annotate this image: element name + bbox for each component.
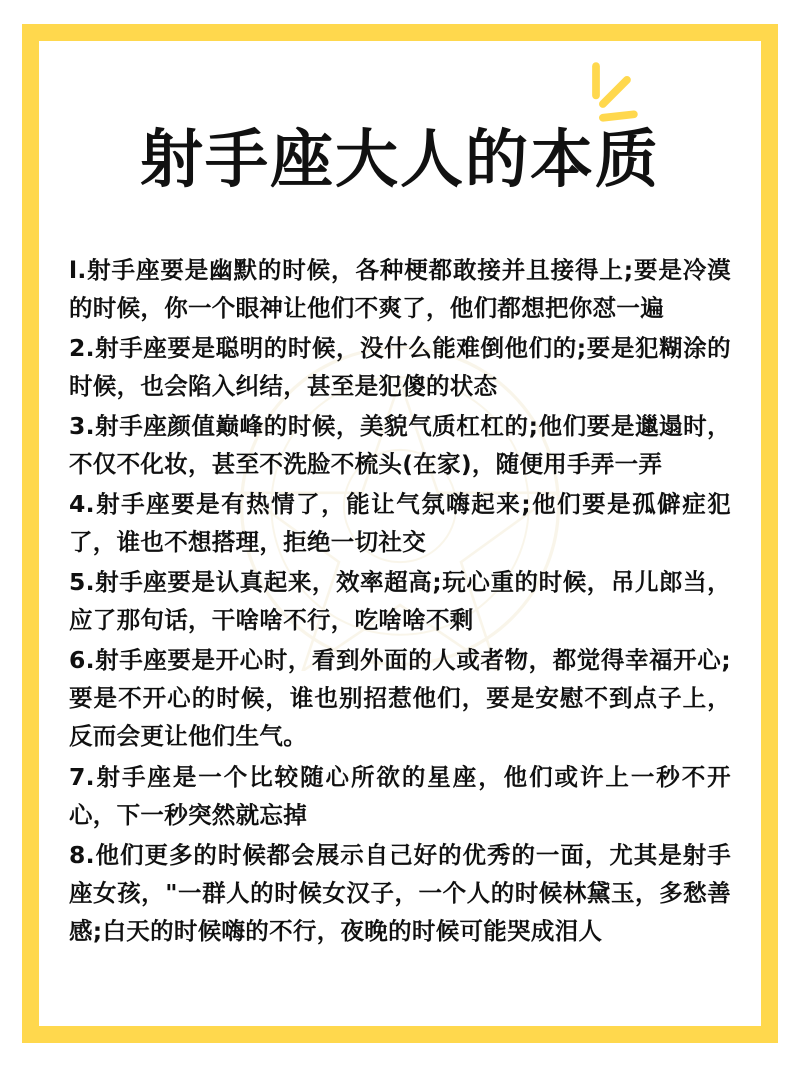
list-item: 8.他们更多的时候都会展示自己好的优秀的一面，尤其是射手座女孩，"一群人的时候女汉子，一个人的时候林黛玉，多愁善感;白天的时候嗨的不行，夜晚的时候可能哭成泪人	[69, 840, 731, 945]
list-item: 3.射手座颜值巅峰的时候，美貌气质杠杠的;他们要是邋遢时，不仅不化妆，甚至不洗脸不梳头(在家)，随便用手弄一弄	[69, 411, 731, 479]
title-block	[69, 83, 731, 237]
list-item: l.射手座要是幽默的时候，各种梗都敢接并且接得上;要是冷漠的时候，你一个眼神让他们不爽了，他们都想把你怼一遍	[69, 255, 731, 322]
list-item: 6.射手座要是开心时，看到外面的人或者物，都觉得幸福开心;要是不开心的时候，谁也别招惹他们，要是安慰不到点子上，反而会更让他们生气。	[69, 646, 731, 751]
poster-text-body	[69, 251, 731, 950]
page-title: 射手座大人的本质	[140, 123, 660, 197]
list-item: 4.射手座要是有热情了，能让气氛嗨起来;他们要是孤僻症犯了，谁也不想搭理，拒绝一切社交	[69, 490, 731, 557]
list-item: 2.射手座要是聪明的时候，没什么能难倒他们的;要是犯糊涂的时候，也会陷入纠结，甚至是犯傻的状态	[69, 333, 731, 400]
poster-content	[39, 41, 761, 1026]
list-item: 7.射手座是一个比较随心所欲的星座，他们或许上一秒不开心，下一秒突然就忘掉	[69, 762, 731, 829]
poster-frame	[22, 24, 778, 1043]
list-item: 5.射手座要是认真起来，效率超高;玩心重的时候，吊儿郎当，应了那句话，干啥啥不行，吃啥啥不剩	[69, 568, 731, 635]
